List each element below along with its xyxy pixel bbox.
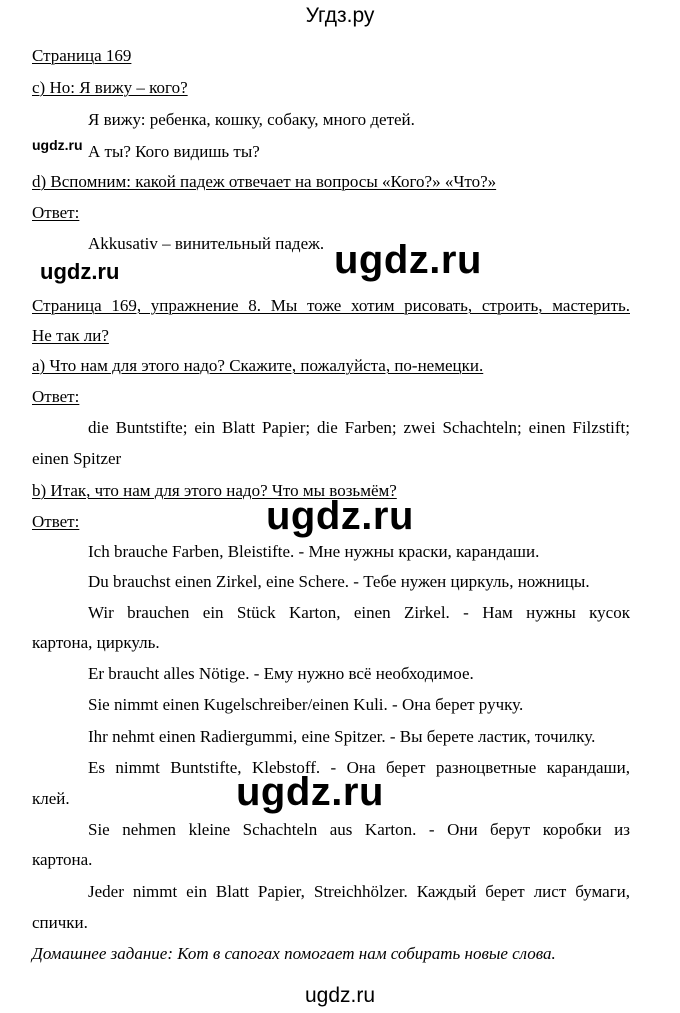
text-line: Du brauchst einen Zirkel, eine Schere. - Тебе нужен циркуль, ножницы. — [88, 572, 590, 591]
task-a-heading: a) Что нам для этого надо? Скажите, пожалуйста, по-немецки. — [32, 356, 484, 375]
text-line: Ihr nehmt einen Radiergummi, eine Spitzer. - Вы берете ластик, точилку. — [88, 727, 596, 746]
footer-site: ugdz.ru — [304, 984, 376, 1007]
text-line: Sie nehmen kleine Schachteln aus Karton. - Они берут коробки из — [88, 820, 630, 839]
text-line: Jeder nimmt ein Blatt Papier, Streichhölzer. Каждый берет лист бумаги, — [88, 882, 630, 901]
task-b-heading: b) Итак, что нам для этого надо? Что мы возьмём? — [32, 481, 397, 500]
task-c-heading: c) Но: Я вижу – кого? — [32, 78, 188, 97]
text-line: Es nimmt Buntstifte, Klebstoff. - Она берет разноцветные карандаши, — [88, 758, 630, 777]
watermark-small: ugdz.ru — [32, 137, 83, 153]
watermark-big: ugdz.ru — [334, 238, 482, 282]
text-line: картона. — [32, 850, 93, 869]
answer-label: Ответ: — [32, 512, 80, 531]
text-line: Akkusativ – винительный падеж. — [88, 234, 325, 253]
text-line: einen Spitzer — [32, 449, 122, 468]
homework-note: Домашнее задание: Кот в сапогах помогает нам собирать новые слова. — [32, 944, 556, 963]
page-heading: Страница 169 — [32, 46, 132, 65]
text-line: Wir brauchen ein Stück Karton, einen Zirkel. - Нам нужны кусок — [88, 603, 630, 622]
text-line: А ты? Кого видишь ты? — [88, 142, 260, 161]
exercise-heading: Страница 169, упражнение 8. Мы тоже хотим рисовать, строить, мастерить. — [32, 296, 630, 315]
text-line: картона, циркуль. — [32, 633, 160, 652]
text-line: Sie nimmt einen Kugelschreiber/einen Kuli. - Она берет ручку. — [88, 695, 524, 714]
text-line: клей. — [32, 789, 70, 808]
text-line: Er braucht alles Nötige. - Ему нужно всё необходимое. — [88, 664, 474, 683]
watermark-big: ugdz.ru — [236, 770, 384, 814]
answer-label: Ответ: — [32, 203, 80, 222]
text-line: спички. — [32, 913, 88, 932]
task-d-heading: d) Вспомним: какой падеж отвечает на вопросы «Кого?» «Что?» — [32, 172, 497, 191]
exercise-heading-cont: Не так ли? — [32, 326, 109, 345]
text-line: die Buntstifte; ein Blatt Papier; die Farben; zwei Schachteln; einen Filzstift; — [88, 418, 630, 437]
text-line: Я вижу: ребенка, кошку, собаку, много детей. — [88, 110, 415, 129]
answer-label: Ответ: — [32, 387, 80, 406]
site-title: Угдз.ру — [305, 4, 375, 27]
watermark-big: ugdz.ru — [266, 494, 414, 538]
watermark-medium: ugdz.ru — [40, 259, 120, 284]
text-line: Ich brauche Farben, Bleistifte. - Мне нужны краски, карандаши. — [88, 542, 540, 561]
